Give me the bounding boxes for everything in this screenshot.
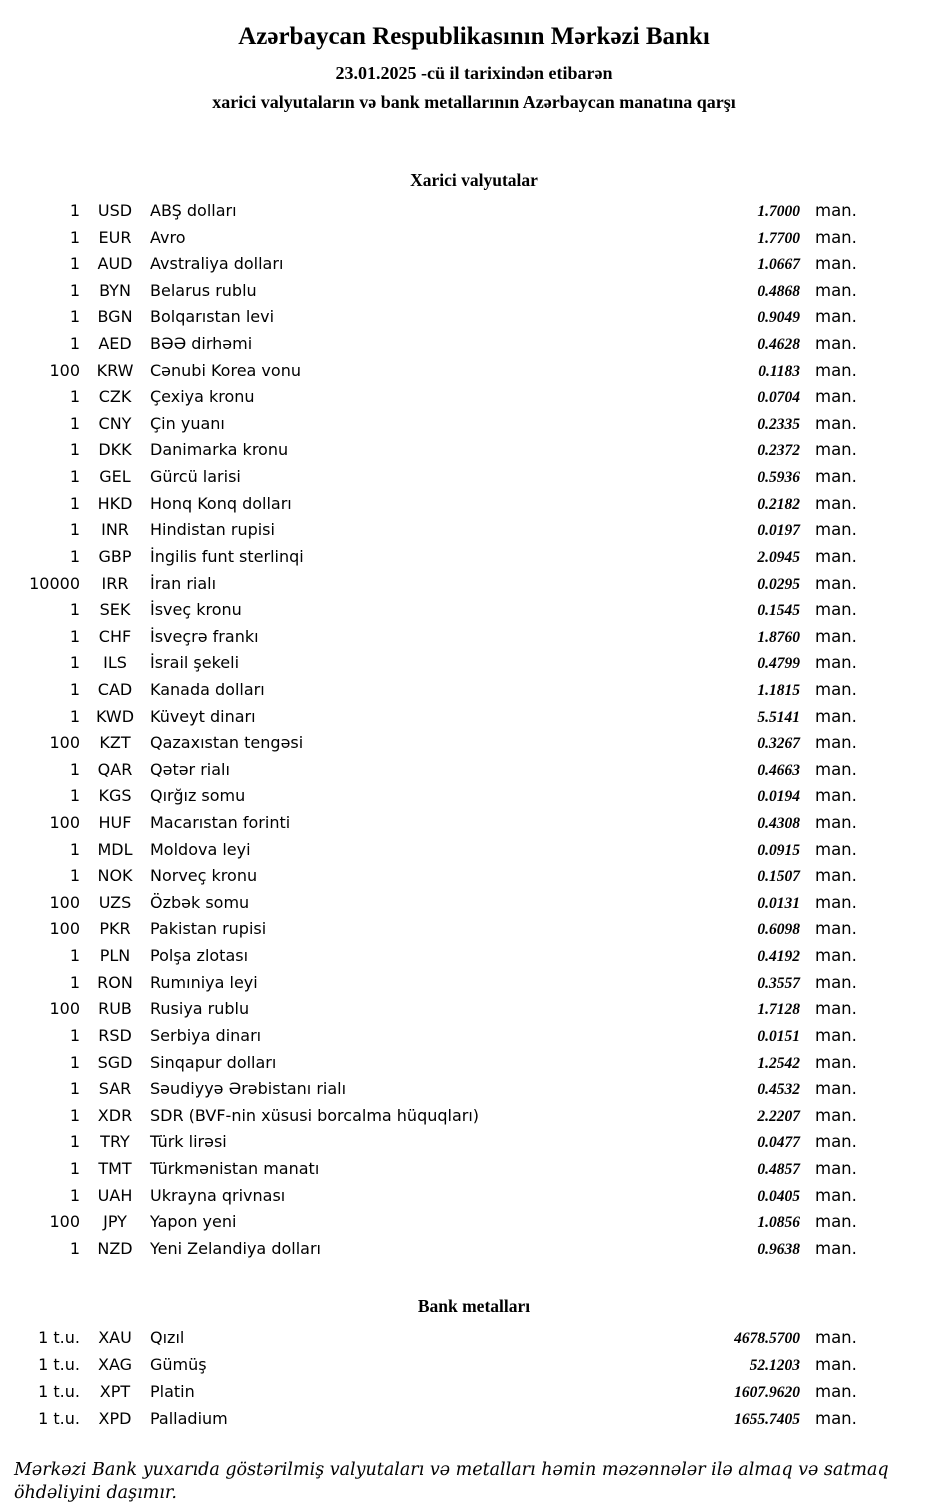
currency-name: Qətər rialı [150, 759, 230, 779]
currency-name: Sinqapur dolları [150, 1052, 277, 1072]
currency-unit-label: man. [815, 413, 857, 433]
currency-rate: 1.7000 [757, 203, 800, 220]
currency-code: CHF [98, 626, 132, 646]
currency-rate: 0.2335 [757, 415, 800, 433]
currency-name: Honq Konq dolları [150, 493, 292, 513]
currency-quantity: 100 [49, 813, 80, 833]
currency-quantity: 100 [49, 919, 80, 939]
currency-rate: 0.0197 [757, 522, 800, 540]
currency-rate: 0.4857 [757, 1160, 800, 1178]
currency-rate: 0.0915 [757, 841, 800, 859]
currency-code: TRY [100, 1132, 130, 1152]
currency-name: Rumıniya leyi [150, 972, 258, 992]
currency-row [0, 1156, 948, 1183]
currency-name: Avro [150, 227, 186, 247]
currency-code: NOK [97, 866, 133, 886]
currency-row [0, 916, 948, 943]
metal-name: Gümüş [150, 1355, 207, 1375]
metal-unit-label: man. [815, 1382, 857, 1402]
metal-unit-label: man. [815, 1409, 857, 1429]
metal-name: Palladium [150, 1409, 228, 1429]
currency-rate: 1.0856 [757, 1214, 800, 1232]
currency-row [0, 890, 948, 917]
currency-name: Yapon yeni [150, 1212, 237, 1232]
currency-rate: 0.0704 [757, 389, 800, 407]
currency-unit-label: man. [815, 1238, 857, 1258]
currency-name: İngilis funt sterlinqi [150, 546, 304, 566]
currency-rate: 0.4308 [757, 815, 800, 833]
currency-quantity: 100 [49, 892, 80, 912]
currency-name: Qırğız somu [150, 786, 246, 806]
currency-name: Türk lirəsi [150, 1132, 227, 1152]
metal-rate: 1607.9620 [734, 1384, 800, 1402]
currency-quantity: 10000 [29, 573, 80, 593]
currency-code: INR [101, 520, 129, 540]
currency-unit-label: man. [815, 866, 857, 886]
currency-unit-label: man. [815, 573, 857, 593]
currency-unit-label: man. [815, 733, 857, 753]
currency-quantity: 1 [69, 1238, 80, 1258]
currency-unit-label: man. [815, 280, 857, 300]
currency-unit-label: man. [815, 546, 857, 566]
currency-quantity: 1 [69, 546, 80, 566]
currency-row [0, 198, 948, 225]
metal-row [0, 1406, 948, 1433]
currency-unit-label: man. [815, 600, 857, 620]
currency-rate: 0.0151 [757, 1027, 800, 1045]
currency-row [0, 810, 948, 837]
currency-rate: 0.0131 [757, 894, 800, 912]
currency-unit-label: man. [815, 892, 857, 912]
currency-rate: 0.5936 [757, 469, 800, 487]
currency-rate: 0.1545 [757, 602, 800, 620]
currency-code: JPY [103, 1212, 127, 1232]
currency-code: TMT [98, 1158, 132, 1178]
currency-name: Rusiya rublu [150, 999, 250, 1019]
currency-quantity: 1 [69, 1052, 80, 1072]
page-header [0, 0, 948, 114]
currency-code: XDR [97, 1105, 133, 1125]
currency-row [0, 1209, 948, 1236]
currency-quantity: 1 [69, 946, 80, 966]
currency-quantity: 1 [69, 653, 80, 673]
currency-rate: 1.7128 [757, 1001, 800, 1019]
currency-name: İsveç kronu [150, 600, 242, 620]
currency-code: BYN [99, 280, 131, 300]
currency-code: SGD [97, 1052, 133, 1072]
currency-name: Yeni Zelandiya dolları [150, 1238, 321, 1258]
currency-rate: 0.0295 [757, 575, 800, 593]
currency-rate: 5.5141 [757, 708, 800, 726]
currency-quantity: 1 [69, 254, 80, 274]
page-title: Azərbaycan Respublikasının Mərkəzi Bankı [238, 23, 710, 50]
currency-code: GEL [99, 467, 131, 487]
currency-row [0, 943, 948, 970]
currency-unit-label: man. [815, 706, 857, 726]
currency-rate: 0.0405 [757, 1187, 800, 1205]
metal-quantity: 1 t.u. [38, 1409, 80, 1429]
currency-rate: 0.4868 [757, 282, 800, 300]
currency-unit-label: man. [815, 919, 857, 939]
currency-row [0, 1023, 948, 1050]
metals-table [0, 1325, 948, 1433]
currency-row [0, 624, 948, 651]
currency-unit-label: man. [815, 786, 857, 806]
currency-row [0, 1050, 948, 1077]
currency-rate: 0.1183 [758, 362, 800, 380]
currency-row [0, 1236, 948, 1263]
currency-rate: 0.3557 [757, 974, 800, 992]
currency-name: BƏƏ dirhəmi [150, 334, 253, 354]
currency-row [0, 331, 948, 358]
currency-rate: 0.9638 [757, 1240, 800, 1258]
currency-quantity: 1 [69, 307, 80, 327]
currency-code: RSD [98, 1025, 132, 1045]
currency-rate: 2.0945 [757, 548, 800, 566]
currency-unit-label: man. [815, 946, 857, 966]
currency-code: RUB [98, 999, 132, 1019]
currency-rate: 0.0477 [757, 1134, 800, 1152]
currency-name: Qazaxıstan tengəsi [150, 733, 304, 753]
currency-row [0, 677, 948, 704]
currency-row [0, 304, 948, 331]
currency-rate: 0.0194 [757, 788, 800, 806]
metal-quantity: 1 t.u. [38, 1328, 80, 1348]
currency-code: PLN [99, 946, 131, 966]
currency-rate: 1.1815 [757, 681, 800, 699]
currency-code: UAH [97, 1185, 133, 1205]
currency-quantity: 1 [69, 866, 80, 886]
currency-name: Moldova leyi [150, 839, 251, 859]
currency-name: ABŞ dolları [150, 201, 237, 220]
metal-row [0, 1379, 948, 1406]
currency-quantity: 1 [69, 1185, 80, 1205]
currency-name: İsrail şekeli [150, 653, 240, 673]
currency-code: PKR [99, 919, 131, 939]
currency-name: Səudiyyə Ərəbistanı rialı [150, 1079, 347, 1099]
currency-row [0, 384, 948, 411]
currency-unit-label: man. [815, 653, 857, 673]
currency-rate: 1.0667 [757, 256, 800, 274]
currency-name: Danimarka kronu [150, 440, 289, 460]
currency-code: RON [97, 972, 133, 992]
currency-row [0, 437, 948, 464]
metal-code: XPT [99, 1382, 131, 1402]
currency-row [0, 1129, 948, 1156]
currency-rate: 1.7700 [757, 229, 800, 247]
currency-code: AED [98, 334, 132, 354]
currency-unit-label: man. [815, 1052, 857, 1072]
currency-quantity: 1 [69, 1132, 80, 1152]
currency-code: KRW [96, 360, 134, 380]
currency-rate: 0.4532 [757, 1081, 800, 1099]
currency-unit-label: man. [815, 1025, 857, 1045]
currency-row [0, 1076, 948, 1103]
metal-rate: 52.1203 [749, 1357, 800, 1375]
currency-rate: 0.4628 [757, 336, 800, 354]
currency-quantity: 1 [69, 227, 80, 247]
currency-rate: 0.4663 [757, 761, 800, 779]
currency-row [0, 863, 948, 890]
currency-quantity: 1 [69, 1025, 80, 1045]
currency-code: KWD [95, 706, 135, 726]
metal-unit-label: man. [815, 1355, 857, 1375]
metal-row [0, 1352, 948, 1379]
currency-name: Türkmənistan manatı [150, 1158, 320, 1178]
currency-row [0, 837, 948, 864]
currency-name: Polşa zlotası [150, 946, 249, 966]
currency-unit-label: man. [815, 1132, 857, 1152]
currency-unit-label: man. [815, 1212, 857, 1232]
currency-quantity: 100 [49, 999, 80, 1019]
currency-code: SAR [98, 1079, 132, 1099]
page-subtitle: xarici valyutaların və bank metallarının Azərbaycan manatına qarşı [212, 92, 736, 112]
metals-section-heading: Bank metalları [417, 1296, 531, 1317]
currency-quantity: 1 [69, 387, 80, 407]
currency-rate: 0.1507 [757, 868, 800, 886]
currency-rate: 0.9049 [757, 309, 800, 327]
currency-name: Pakistan rupisi [150, 919, 267, 939]
currency-unit-label: man. [815, 813, 857, 833]
currency-code: CAD [97, 679, 133, 699]
currency-row [0, 225, 948, 252]
currency-unit-label: man. [815, 759, 857, 779]
currency-quantity: 1 [69, 493, 80, 513]
currency-quantity: 1 [69, 759, 80, 779]
currency-row [0, 517, 948, 544]
currency-unit-label: man. [815, 440, 857, 460]
currency-name: Macarıstan forinti [150, 813, 291, 833]
currency-row [0, 278, 948, 305]
currency-name: Gürcü larisi [150, 467, 241, 487]
currency-rate: 0.3267 [757, 735, 800, 753]
currency-code: UZS [98, 892, 132, 912]
metal-name: Platin [150, 1382, 195, 1402]
currency-quantity: 1 [69, 440, 80, 460]
currency-name: Norveç kronu [150, 866, 258, 886]
metal-code: XAG [97, 1355, 133, 1375]
currency-row [0, 730, 948, 757]
currency-code: KGS [98, 786, 132, 806]
currency-quantity: 1 [69, 334, 80, 354]
currency-code: GBP [98, 546, 132, 566]
currency-code: IRR [101, 573, 129, 593]
currency-name: İsveçrə frankı [150, 626, 259, 646]
currency-row [0, 358, 948, 385]
currency-code: EUR [98, 227, 132, 247]
currency-quantity: 1 [69, 626, 80, 646]
currency-name: Küveyt dinarı [150, 706, 256, 726]
currency-name: Cənubi Korea vonu [150, 360, 301, 380]
currency-quantity: 1 [69, 1079, 80, 1099]
metal-rate: 1655.7405 [734, 1411, 800, 1429]
currency-unit-label: man. [815, 679, 857, 699]
currency-code: HKD [97, 493, 133, 513]
currency-quantity: 1 [69, 706, 80, 726]
metal-quantity: 1 t.u. [38, 1382, 80, 1402]
currency-unit-label: man. [815, 201, 857, 220]
currency-unit-label: man. [815, 839, 857, 859]
currency-name: Çin yuanı [150, 413, 225, 433]
currency-name: Kanada dolları [150, 679, 265, 699]
currency-quantity: 1 [69, 1105, 80, 1125]
currency-row [0, 1103, 948, 1130]
currency-rate: 1.8760 [757, 628, 800, 646]
currency-quantity: 100 [49, 1212, 80, 1232]
currency-quantity: 1 [69, 786, 80, 806]
currency-row [0, 996, 948, 1023]
currency-row [0, 544, 948, 571]
currency-rate: 0.6098 [757, 921, 800, 939]
metal-code: XAU [98, 1328, 132, 1348]
currency-quantity: 1 [69, 679, 80, 699]
currency-row [0, 597, 948, 624]
currency-row [0, 571, 948, 598]
currency-rate: 0.2182 [757, 495, 800, 513]
currency-code: NZD [97, 1238, 133, 1258]
currency-row [0, 251, 948, 278]
currency-quantity: 100 [49, 733, 80, 753]
currency-code: SEK [99, 600, 131, 620]
metal-row [0, 1325, 948, 1352]
currency-unit-label: man. [815, 1079, 857, 1099]
currency-row [0, 783, 948, 810]
currency-quantity: 100 [49, 360, 80, 380]
currency-name: Serbiya dinarı [150, 1025, 262, 1045]
currency-code: DKK [98, 440, 132, 460]
metal-code: XPD [98, 1409, 132, 1429]
currency-unit-label: man. [815, 1158, 857, 1178]
currency-unit-label: man. [815, 520, 857, 540]
currency-code: QAR [97, 759, 133, 779]
currency-name: Çexiya kronu [150, 387, 255, 407]
metal-rate: 4678.5700 [734, 1330, 800, 1348]
currency-name: SDR (BVF-nin xüsusi borcalma hüquqları) [150, 1105, 480, 1125]
currency-unit-label: man. [815, 1185, 857, 1205]
currency-row [0, 491, 948, 518]
currency-unit-label: man. [815, 1105, 857, 1125]
currency-quantity: 1 [69, 1158, 80, 1178]
currency-rate: 0.4192 [757, 948, 800, 966]
effective-date: 23.01.2025 -cü il tarixindən etibarən [335, 63, 613, 83]
currency-code: HUF [98, 813, 132, 833]
currency-row [0, 650, 948, 677]
currency-quantity: 1 [69, 467, 80, 487]
currency-name: İran rialı [150, 573, 217, 593]
currency-row [0, 970, 948, 997]
currency-name: Belarus rublu [150, 280, 257, 300]
currency-quantity: 1 [69, 600, 80, 620]
currency-quantity: 1 [69, 520, 80, 540]
currency-name: Ukrayna qrivnası [150, 1185, 286, 1205]
currency-unit-label: man. [815, 493, 857, 513]
currencies-section-heading: Xarici valyutalar [410, 170, 538, 190]
currency-unit-label: man. [815, 360, 857, 380]
metal-name: Qızıl [150, 1328, 185, 1348]
currency-row [0, 464, 948, 491]
currency-row [0, 757, 948, 784]
metal-quantity: 1 t.u. [38, 1355, 80, 1375]
currency-unit-label: man. [815, 626, 857, 646]
currency-unit-label: man. [815, 387, 857, 407]
currency-name: Bolqarıstan levi [150, 307, 275, 327]
currency-unit-label: man. [815, 467, 857, 487]
currencies-table [0, 198, 948, 1262]
currency-code: ILS [103, 653, 127, 673]
currency-code: MDL [97, 839, 133, 859]
currency-code: BGN [97, 307, 133, 327]
currency-name: Hindistan rupisi [150, 520, 275, 540]
currency-rate: 1.2542 [757, 1054, 800, 1072]
currency-unit-label: man. [815, 227, 857, 247]
currency-unit-label: man. [815, 307, 857, 327]
currency-code: USD [97, 201, 133, 220]
currency-unit-label: man. [815, 254, 857, 274]
currency-rate: 2.2207 [757, 1107, 800, 1125]
currency-quantity: 1 [69, 839, 80, 859]
currency-quantity: 1 [69, 201, 80, 220]
currency-unit-label: man. [815, 334, 857, 354]
currency-quantity: 1 [69, 280, 80, 300]
currency-quantity: 1 [69, 972, 80, 992]
currency-code: KZT [99, 733, 131, 753]
currency-code: CZK [98, 387, 132, 407]
currency-name: Özbək somu [150, 892, 250, 912]
currency-row [0, 1183, 948, 1210]
currency-code: CNY [98, 413, 132, 433]
metal-unit-label: man. [815, 1328, 857, 1348]
currency-rate: 0.4799 [757, 655, 800, 673]
currency-name: Avstraliya dolları [150, 254, 284, 274]
currency-row [0, 411, 948, 438]
currency-unit-label: man. [815, 999, 857, 1019]
currency-row [0, 704, 948, 731]
currency-unit-label: man. [815, 972, 857, 992]
currency-code: AUD [97, 254, 133, 274]
disclaimer-note: Mərkəzi Bank yuxarıda göstərilmiş valyutaları və metalları həmin məzənnələr ilə almaq və satmaq öhdəliyini daşımır. [14, 1460, 889, 1504]
currency-rate: 0.2372 [757, 442, 800, 460]
currency-quantity: 1 [69, 413, 80, 433]
